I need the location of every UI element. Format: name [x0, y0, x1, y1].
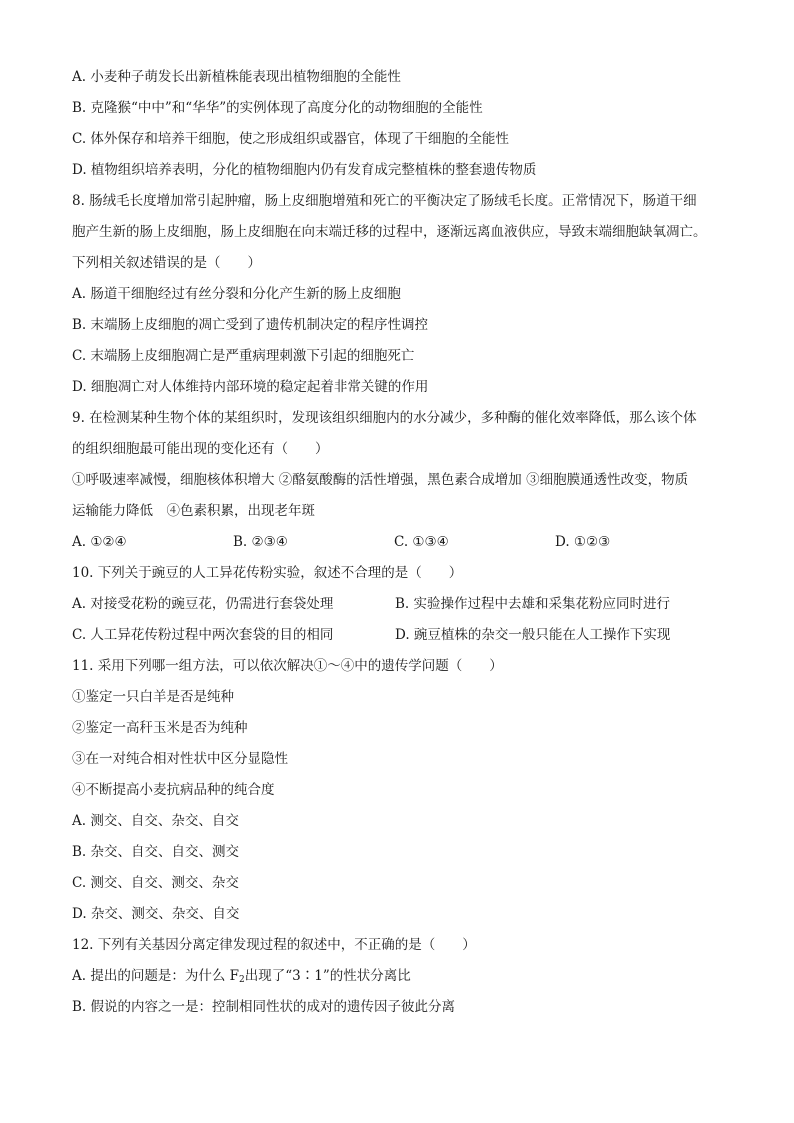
- q7-option-c: C. 体外保存和培养干细胞，使之形成组织或器官，体现了干细胞的全能性: [72, 131, 509, 147]
- q12-option-a-text-rest: 出现了“3∶1”的性状分离比: [244, 968, 411, 984]
- q10-options-row-1: [72, 589, 732, 620]
- q12-stem: 12. 下列有关基因分离定律发现过程的叙述中，不正确的是（ ）: [72, 937, 476, 953]
- q9-option-c: C. ①③④: [394, 534, 449, 550]
- q8-option-b: B. 末端肠上皮细胞的凋亡受到了遗传机制决定的程序性调控: [72, 317, 429, 333]
- q7-option-b: B. 克隆猴“中中”和“华华”的实例体现了高度分化的动物细胞的全能性: [72, 100, 483, 116]
- q8-option-d: D. 细胞凋亡对人体维持内部环境的稳定起着非常关键的作用: [72, 379, 429, 395]
- q9-stem-line-2: 的组织细胞最可能出现的变化还有（ ）: [72, 441, 329, 457]
- q9-options: [72, 527, 732, 558]
- q8-stem-line-3: 下列相关叙述错误的是（ ）: [72, 255, 261, 271]
- exam-page: [72, 62, 732, 1023]
- q10-option-b: B. 实验操作过程中去雄和采集花粉应同时进行: [395, 596, 671, 612]
- q11-item-4: ④不断提高小麦抗病品种的纯合度: [72, 782, 275, 798]
- q11-stem: 11. 采用下列哪一组方法，可以依次解决①～④中的遗传学问题（ ）: [72, 658, 503, 674]
- q12-option-b: B. 假说的内容之一是：控制相同性状的成对的遗传因子彼此分离: [72, 999, 456, 1015]
- q10-stem: 10. 下列关于豌豆的人工异花传粉实验，叙述不合理的是（ ）: [72, 565, 463, 581]
- q7-option-d: D. 植物组织培养表明，分化的植物细胞内仍有发育成完整植株的整套遗传物质: [72, 162, 537, 178]
- q7-option-a: A. 小麦种子萌发长出新植株能表现出植物细胞的全能性: [72, 69, 401, 85]
- q12-option-a-text: A. 提出的问题是：为什么 F: [72, 968, 239, 984]
- q8-option-a: A. 肠道干细胞经过有丝分裂和分化产生新的肠上皮细胞: [72, 286, 401, 302]
- q9-option-a: A. ①②④: [72, 534, 127, 550]
- q10-option-a: A. 对接受花粉的豌豆花，仍需进行套袋处理: [72, 596, 334, 612]
- q10-option-d: D. 豌豆植株的杂交一般只能在人工操作下实现: [395, 627, 671, 643]
- q9-option-b: B. ②③④: [233, 534, 288, 550]
- q11-item-3: ③在一对纯合相对性状中区分显隐性: [72, 751, 288, 767]
- q8-stem-line-1: 8. 肠绒毛长度增加常引起肿瘤，肠上皮细胞增殖和死亡的平衡决定了肠绒毛长度。正常情况下，肠道干细: [72, 193, 697, 209]
- q11-option-d: D. 杂交、测交、杂交、自交: [72, 906, 240, 922]
- q8-stem-line-2: 胞产生新的肠上皮细胞，肠上皮细胞在向末端迁移的过程中，逐渐远离血液供应，导致末端细胞缺氧凋亡。: [72, 224, 707, 240]
- q9-items-line-2: 运输能力降低 ④色素积累，出现老年斑: [72, 503, 315, 519]
- q11-item-1: ①鉴定一只白羊是否是纯种: [72, 689, 234, 705]
- q9-option-d: D. ①②③: [555, 534, 611, 550]
- q11-item-2: ②鉴定一高秆玉米是否为纯种: [72, 720, 248, 736]
- q9-items-line-1: ①呼吸速率减慢，细胞核体积增大 ②酪氨酸酶的活性增强，黑色素合成增加 ③细胞膜通透性改变，物质: [72, 472, 689, 488]
- q11-option-b: B. 杂交、自交、自交、测交: [72, 844, 240, 860]
- q12-option-a-subscript: 2: [239, 975, 245, 985]
- q9-stem-line-1: 9. 在检测某种生物个体的某组织时，发现该组织细胞内的水分减少，多种酶的催化效率降低，那么该个体: [72, 410, 697, 426]
- q11-option-a: A. 测交、自交、杂交、自交: [72, 813, 239, 829]
- q8-option-c: C. 末端肠上皮细胞凋亡是严重病理刺激下引起的细胞死亡: [72, 348, 415, 364]
- q11-option-c: C. 测交、自交、测交、杂交: [72, 875, 239, 891]
- q10-option-c: C. 人工异花传粉过程中两次套袋的目的相同: [72, 627, 334, 643]
- q10-options-row-2: [72, 620, 732, 651]
- q12-option-a: [72, 961, 732, 992]
